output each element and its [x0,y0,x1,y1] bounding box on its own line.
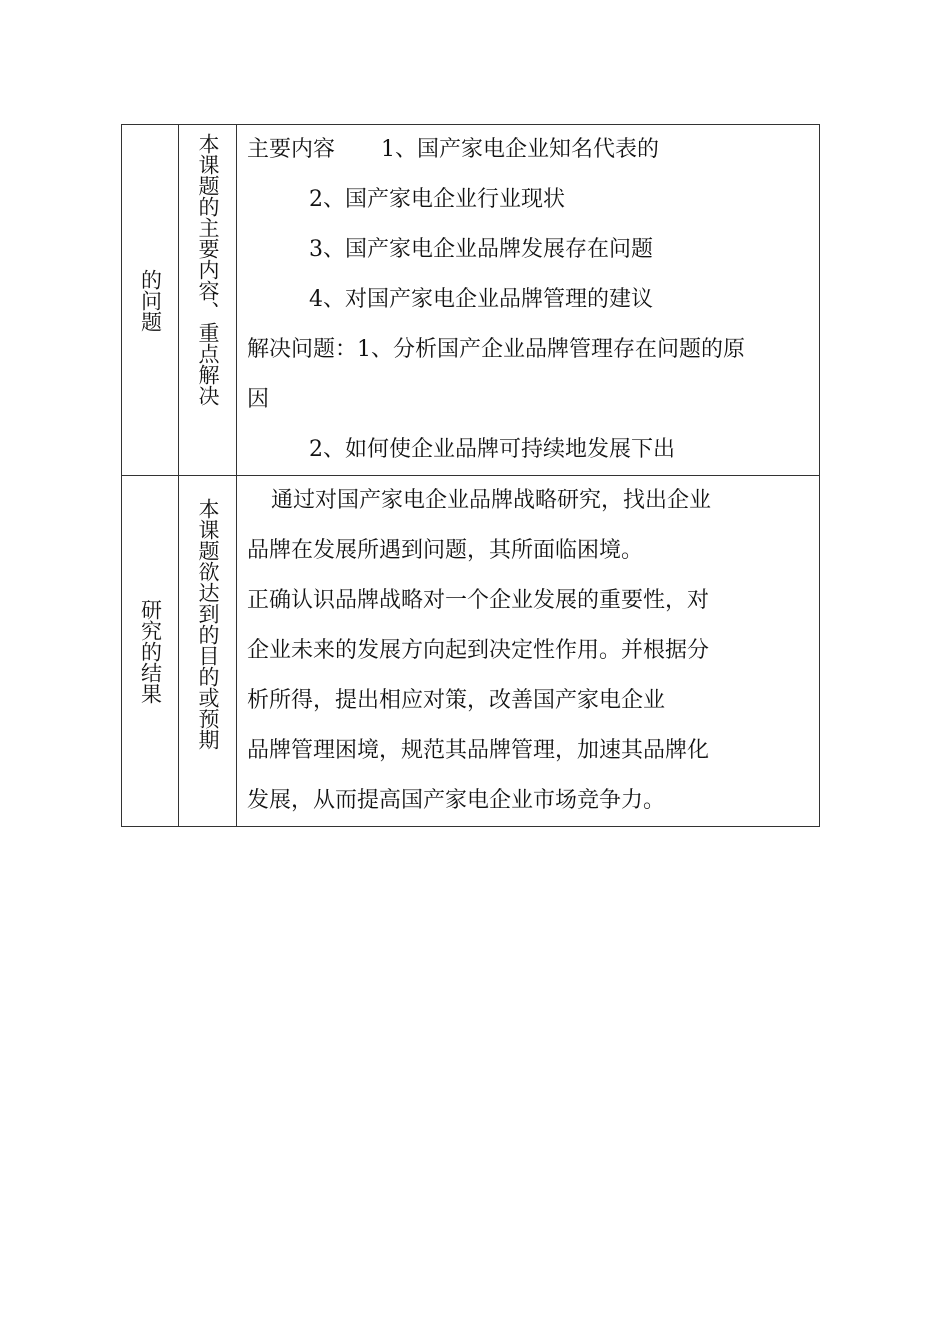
content-line: 解决问题：1、分析国产企业品牌管理存在问题的原 [247,337,745,362]
table-row-content [122,125,820,476]
row2-label-outer-cell [122,476,179,827]
content-line: 企业未来的发展方向起到决定性作用。并根据分 [247,638,710,663]
research-table [121,124,820,827]
row2-label-inner-cell [179,476,237,827]
content-line: 正确认识品牌战略对一个企业发展的重要性，对 [247,588,710,613]
table-row-results [122,476,820,827]
content-line: 3、国产家电企业品牌发展存在问题 [309,237,653,262]
row1-label-outer: 的问题 [138,268,163,332]
content-text: 1、国产家电企业知名代表的 [381,137,660,162]
content-line: 因 [247,387,270,412]
content-line: 析所得，提出相应对策，改善国产家电企业 [247,688,666,713]
row1-content-cell [237,125,820,476]
row1-label-inner-cell [179,125,237,476]
content-line: 通过对国产家电企业品牌战略研究，找出企业 [271,488,712,513]
content-line: 4、对国产家电企业品牌管理的建议 [309,287,653,312]
content-lead: 主要内容 [247,137,336,162]
content-line: 发展，从而提高国产家电企业市场竞争力。 [247,788,666,813]
content-line: 品牌管理困境，规范其品牌管理，加速其品牌化 [247,738,710,763]
row2-content-cell [237,476,820,827]
content-line: 2、国产家电企业行业现状 [309,187,565,212]
row2-label-inner: 本课题欲达到的目的或预期 [196,498,220,750]
content-line: 2、如何使企业品牌可持续地发展下出 [309,437,675,462]
row1-label-outer-cell [122,125,179,476]
row1-label-inner: 本课题的主要内容、重点解决 [196,133,220,406]
content-line: 品牌在发展所遇到问题，其所面临困境。 [247,538,644,563]
row2-label-outer: 研究的结果 [138,598,163,704]
content-line [247,125,809,175]
